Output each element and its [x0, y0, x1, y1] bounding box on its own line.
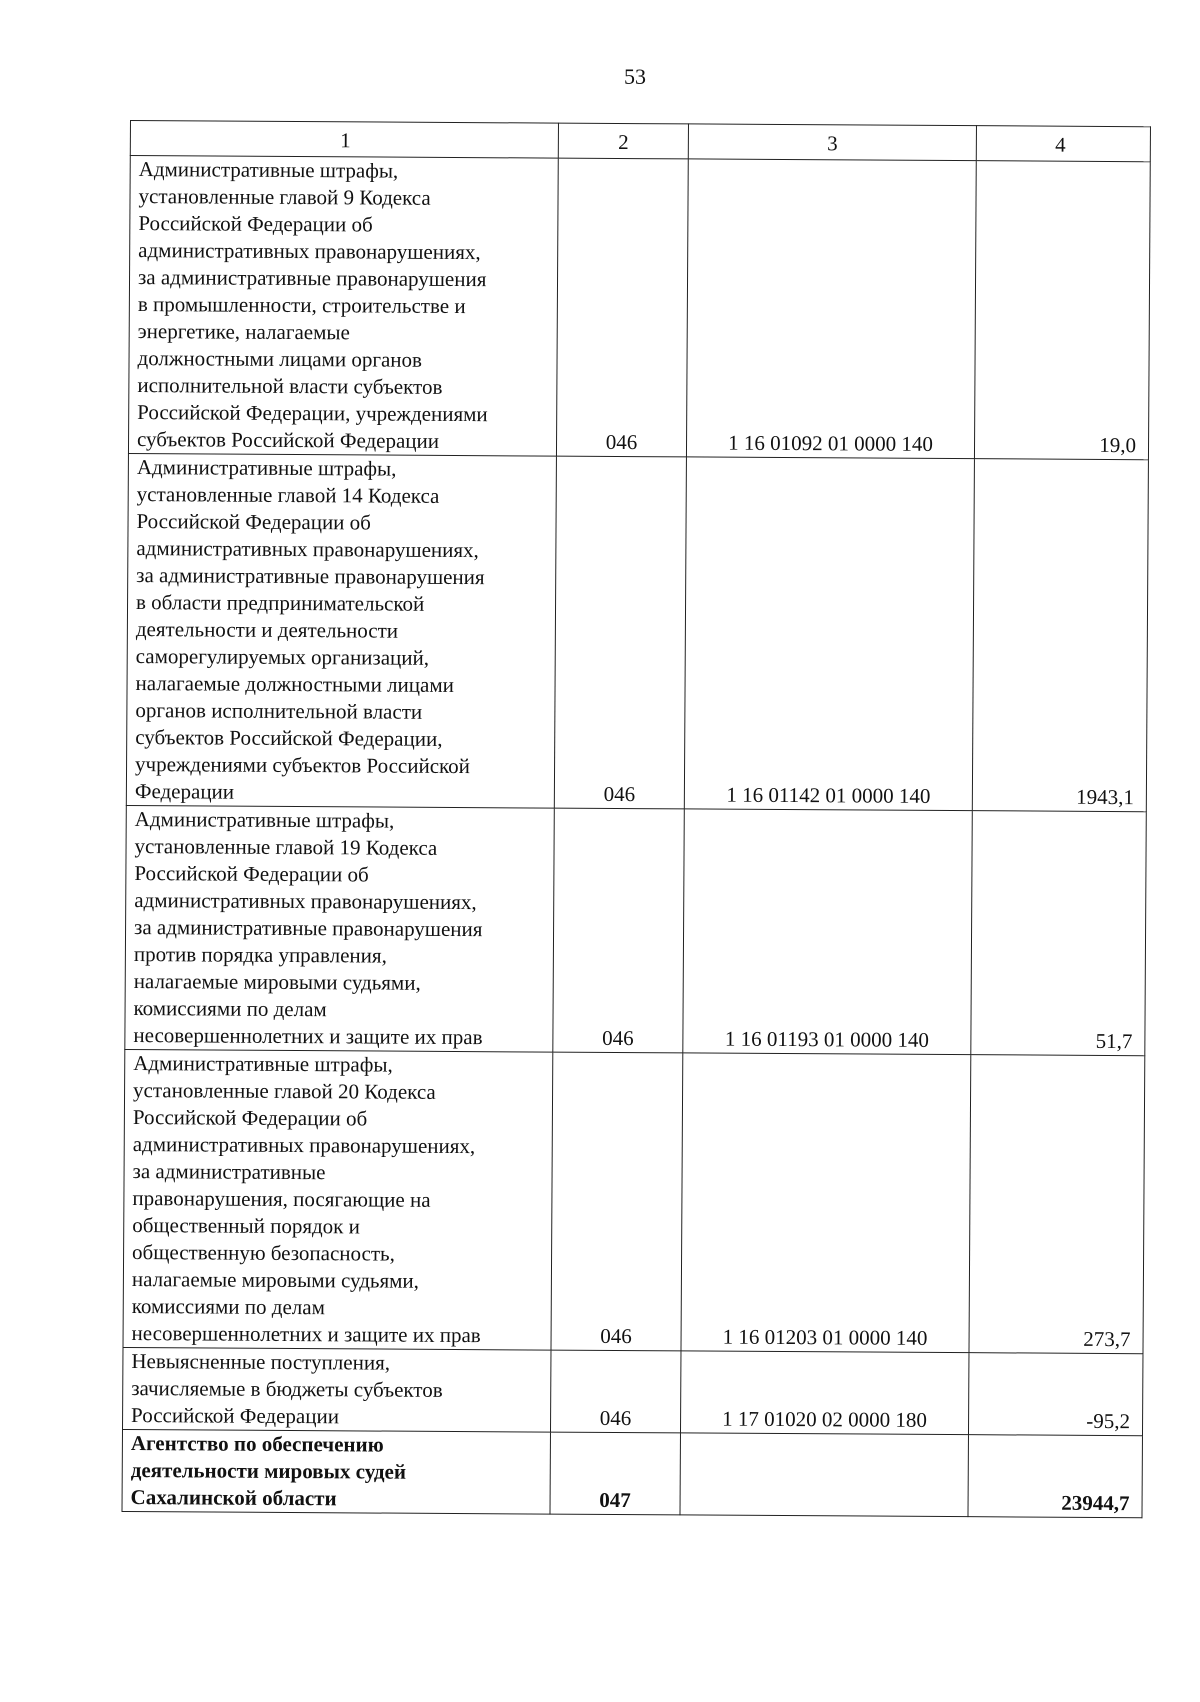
row-amount-cell: 23944,7 [968, 1435, 1142, 1518]
table-row [128, 156, 1150, 460]
header-cell-3: 3 [688, 124, 976, 161]
row-name-cell: Административные штрафы, установленные главой 9 Кодекса Российской Федерации об административных правонарушениях, за административные правонарушения в промышленности, строительстве и энергетике, налагаемые должностными лицами органов исполнительной власти субъектов Российской Федерации, учреждениями субъектов Российской Федерации [128, 156, 558, 457]
row-name-cell: Агентство по обеспечению деятельности мировых судей Сахалинской области [122, 1429, 550, 1514]
row-admin-code-cell: 046 [556, 158, 688, 457]
row-revenue-code-cell: 1 17 01020 02 0000 180 [680, 1351, 968, 1435]
table-row [126, 453, 1148, 811]
row-amount-cell: -95,2 [968, 1353, 1142, 1436]
row-name-cell: Административные штрафы, установленные главой 19 Кодекса Российской Федерации об административных правонарушениях, за административные правонарушения против порядка управления, налагаемые мировыми судьями, комиссиями по делам несовершеннолетних и защите их прав [125, 805, 554, 1052]
page-number: 53 [624, 64, 646, 89]
header-cell-1: 1 [130, 121, 558, 159]
row-admin-code-cell: 046 [551, 1052, 683, 1351]
row-name-cell: Административные штрафы, установленные главой 14 Кодекса Российской Федерации об административных правонарушениях, за административные правонарушения в области предпринимательской деятельности и деятельности саморегулируемых организаций, налагаемые должностными лицами органов исполнительной власти субъектов Российской Федерации, учреждениями субъектов Российской Федерации [126, 453, 556, 808]
row-name-cell: Административные штрафы, установленные главой 20 Кодекса Российской Федерации об административных правонарушениях, за административные правонарушения, посягающие на общественный порядок и общественную безопасность, налагаемые мировыми судьями, комиссиями по делам несовершеннолетних и защите их прав [123, 1049, 553, 1350]
row-admin-code-cell: 046 [553, 808, 684, 1053]
table-row [123, 1347, 1143, 1435]
row-revenue-code-cell [680, 1433, 968, 1517]
row-amount-cell: 273,7 [969, 1055, 1145, 1354]
table-row [123, 1049, 1145, 1353]
row-revenue-code-cell: 1 16 01092 01 0000 140 [686, 159, 976, 459]
header-cell-4: 4 [976, 126, 1150, 162]
table-row-agency-total [122, 1429, 1142, 1517]
row-amount-cell: 19,0 [974, 161, 1150, 460]
row-admin-code-cell: 047 [550, 1432, 680, 1515]
row-name-cell: Невыясненные поступления, зачисляемые в бюджеты субъектов Российской Федерации [123, 1347, 551, 1432]
budget-table [121, 120, 1150, 1518]
row-admin-code-cell: 046 [554, 456, 686, 809]
row-revenue-code-cell: 1 16 01142 01 0000 140 [684, 457, 974, 811]
header-cell-2: 2 [558, 123, 688, 159]
row-revenue-code-cell: 1 16 01193 01 0000 140 [683, 809, 972, 1055]
row-revenue-code-cell: 1 16 01203 01 0000 140 [681, 1053, 971, 1353]
row-admin-code-cell: 046 [550, 1350, 680, 1433]
row-amount-cell: 1943,1 [972, 459, 1148, 812]
table-row [125, 805, 1146, 1055]
row-amount-cell: 51,7 [971, 811, 1146, 1056]
